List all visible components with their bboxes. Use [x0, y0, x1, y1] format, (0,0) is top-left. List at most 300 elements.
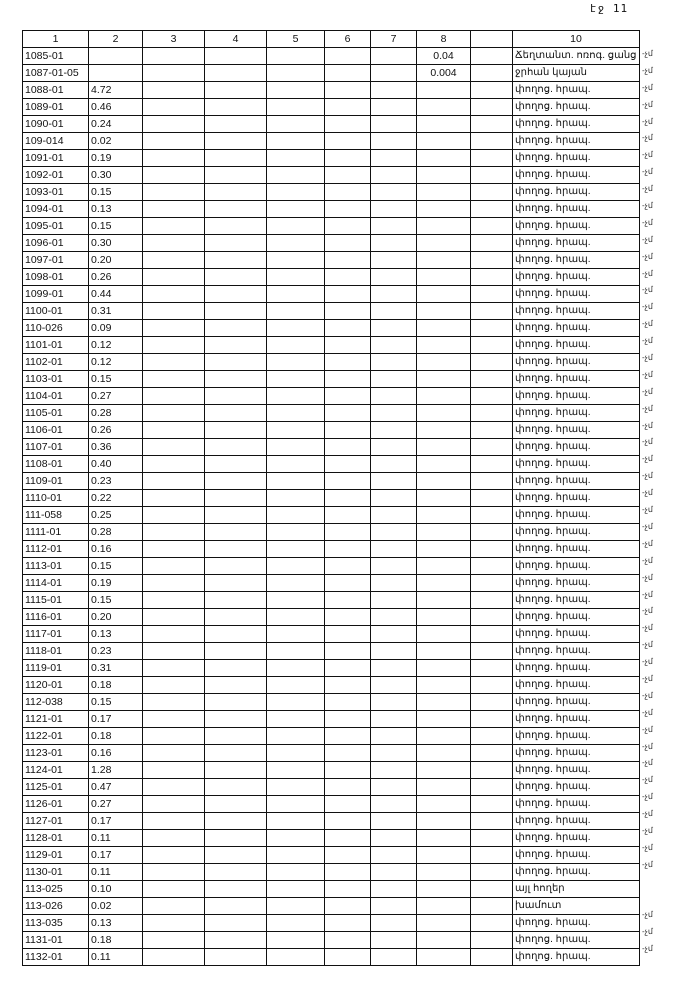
cell-col3: [143, 201, 205, 218]
cell-area: 0.31: [89, 303, 143, 320]
cell-col8: [417, 932, 471, 949]
cell-col6: [325, 796, 371, 813]
cell-area: 0.15: [89, 371, 143, 388]
cell-description: փողոց. հրապ.: [513, 711, 640, 728]
cell-col4: [205, 524, 267, 541]
cell-area: 0.19: [89, 150, 143, 167]
cell-col5: [267, 915, 325, 932]
cell-col6: [325, 252, 371, 269]
cell-parcel-id: 1124-01: [23, 762, 89, 779]
cell-col4: [205, 65, 267, 82]
cell-col4: [205, 711, 267, 728]
cell-col3: [143, 252, 205, 269]
cell-col3: [143, 626, 205, 643]
table-row: [23, 286, 640, 303]
margin-mark: [642, 874, 672, 891]
table-row: [23, 405, 640, 422]
cell-area: 1.28: [89, 762, 143, 779]
cell-col5: [267, 626, 325, 643]
cell-col7: [371, 439, 417, 456]
cell-parcel-id: 1092-01: [23, 167, 89, 184]
table-row: [23, 439, 640, 456]
cell-area: 0.46: [89, 99, 143, 116]
cell-area: 0.13: [89, 626, 143, 643]
cell-col8: [417, 133, 471, 150]
cell-parcel-id: 1098-01: [23, 269, 89, 286]
cell-col4: [205, 643, 267, 660]
cell-col9: [471, 558, 513, 575]
cell-col5: [267, 133, 325, 150]
cell-col4: [205, 847, 267, 864]
cell-col9: [471, 745, 513, 762]
col-header-9: [471, 31, 513, 48]
cell-area: 0.23: [89, 473, 143, 490]
margin-mark: -չմ: [642, 403, 653, 413]
cell-col3: [143, 711, 205, 728]
cell-col7: [371, 830, 417, 847]
cell-col6: [325, 405, 371, 422]
cell-col8: [417, 150, 471, 167]
cell-col3: [143, 133, 205, 150]
cell-col5: [267, 286, 325, 303]
cell-col4: [205, 473, 267, 490]
cell-description: փողոց. հրապ.: [513, 99, 640, 116]
cell-col9: [471, 643, 513, 660]
cell-col4: [205, 116, 267, 133]
cell-col7: [371, 813, 417, 830]
col-header-8: 8: [417, 31, 471, 48]
cell-col3: [143, 150, 205, 167]
cell-description: փողոց. հրապ.: [513, 830, 640, 847]
cell-parcel-id: 1131-01: [23, 932, 89, 949]
cell-parcel-id: 1101-01: [23, 337, 89, 354]
cell-col4: [205, 745, 267, 762]
margin-mark: -չմ: [642, 437, 653, 447]
cell-col4: [205, 218, 267, 235]
cell-description: փողոց. հրապ.: [513, 592, 640, 609]
cell-col3: [143, 575, 205, 592]
margin-mark: -չմ: [642, 285, 653, 295]
cell-area: 4.72: [89, 82, 143, 99]
cell-col9: [471, 762, 513, 779]
margin-mark: -չմ: [642, 859, 653, 869]
cell-col5: [267, 677, 325, 694]
margin-mark: -չմ: [642, 420, 653, 430]
cell-col3: [143, 218, 205, 235]
cell-col6: [325, 133, 371, 150]
cell-col4: [205, 558, 267, 575]
cell-description: փողոց. հրապ.: [513, 694, 640, 711]
cell-col5: [267, 99, 325, 116]
table-row: [23, 949, 640, 966]
cell-col7: [371, 745, 417, 762]
cell-col4: [205, 48, 267, 65]
table-row: [23, 490, 640, 507]
cell-description: Ճեղտանտ. ոռոգ. ցանց: [513, 48, 640, 65]
cell-col4: [205, 235, 267, 252]
cell-col5: [267, 354, 325, 371]
cell-col8: [417, 99, 471, 116]
cell-area: 0.09: [89, 320, 143, 337]
cell-col4: [205, 490, 267, 507]
cell-col3: [143, 762, 205, 779]
cell-area: 0.23: [89, 643, 143, 660]
cell-col5: [267, 728, 325, 745]
cell-description: փողոց. հրապ.: [513, 626, 640, 643]
cell-col5: [267, 218, 325, 235]
cell-parcel-id: 1091-01: [23, 150, 89, 167]
table-row: [23, 252, 640, 269]
cell-col7: [371, 371, 417, 388]
col-header-4: 4: [205, 31, 267, 48]
cell-col9: [471, 167, 513, 184]
cell-col9: [471, 728, 513, 745]
cell-col3: [143, 490, 205, 507]
cell-area: 0.15: [89, 592, 143, 609]
cell-col9: [471, 201, 513, 218]
header-row: [23, 31, 640, 48]
cell-col9: [471, 252, 513, 269]
cell-col8: [417, 252, 471, 269]
cell-col8: [417, 643, 471, 660]
cell-description: փողոց. հրապ.: [513, 439, 640, 456]
cell-col6: [325, 235, 371, 252]
cell-col3: [143, 422, 205, 439]
cell-area: 0.17: [89, 847, 143, 864]
cell-col4: [205, 133, 267, 150]
cell-col6: [325, 762, 371, 779]
margin-mark: -չմ: [642, 606, 653, 616]
cell-parcel-id: 109-014: [23, 133, 89, 150]
margin-mark: -չմ: [642, 775, 653, 785]
margin-mark: -չմ: [642, 82, 653, 92]
cell-area: 0.17: [89, 813, 143, 830]
cell-col7: [371, 99, 417, 116]
cell-col4: [205, 337, 267, 354]
cell-area: 0.18: [89, 677, 143, 694]
margin-mark: -չմ: [642, 555, 653, 565]
cell-parcel-id: 1113-01: [23, 558, 89, 575]
cell-description: փողոց. հրապ.: [513, 184, 640, 201]
cell-col7: [371, 422, 417, 439]
cell-description: ջրհան կայան: [513, 65, 640, 82]
cell-col9: [471, 813, 513, 830]
cell-col3: [143, 320, 205, 337]
cell-col4: [205, 354, 267, 371]
margin-mark: -չմ: [642, 369, 653, 379]
cell-col4: [205, 728, 267, 745]
cell-col9: [471, 677, 513, 694]
cell-col8: [417, 422, 471, 439]
cell-col9: [471, 218, 513, 235]
margin-mark: -չմ: [642, 99, 653, 109]
cell-area: 0.31: [89, 660, 143, 677]
cell-col6: [325, 286, 371, 303]
table-row: [23, 745, 640, 762]
cell-col8: [417, 116, 471, 133]
cell-col9: [471, 796, 513, 813]
cell-description: փողոց. հրապ.: [513, 405, 640, 422]
cell-description: փողոց. հրապ.: [513, 354, 640, 371]
cell-parcel-id: 1126-01: [23, 796, 89, 813]
cell-col3: [143, 473, 205, 490]
cell-area: 0.20: [89, 609, 143, 626]
cell-col9: [471, 99, 513, 116]
cell-parcel-id: 1128-01: [23, 830, 89, 847]
cell-col7: [371, 626, 417, 643]
cell-col3: [143, 65, 205, 82]
margin-mark: -չմ: [642, 623, 653, 633]
cell-col8: [417, 558, 471, 575]
cell-col7: [371, 643, 417, 660]
cell-col8: [417, 439, 471, 456]
cell-col7: [371, 490, 417, 507]
cell-col7: [371, 269, 417, 286]
cell-col5: [267, 541, 325, 558]
table-row: [23, 898, 640, 915]
cell-col9: [471, 269, 513, 286]
cell-col4: [205, 881, 267, 898]
cell-col7: [371, 677, 417, 694]
cell-col7: [371, 82, 417, 99]
cell-col5: [267, 592, 325, 609]
cell-col6: [325, 541, 371, 558]
margin-mark: -չմ: [642, 538, 653, 548]
cell-col8: [417, 813, 471, 830]
cell-description: փողոց. հրապ.: [513, 813, 640, 830]
cell-description: փողոց. հրապ.: [513, 201, 640, 218]
cell-col8: [417, 660, 471, 677]
cell-col3: [143, 303, 205, 320]
margin-mark: -չմ: [642, 319, 653, 329]
margin-mark: -չմ: [642, 505, 653, 515]
cell-description: փողոց. հրապ.: [513, 915, 640, 932]
cell-col7: [371, 65, 417, 82]
cell-parcel-id: 1115-01: [23, 592, 89, 609]
cell-col4: [205, 167, 267, 184]
cell-parcel-id: 112-038: [23, 694, 89, 711]
cell-col5: [267, 150, 325, 167]
cell-col8: [417, 626, 471, 643]
cell-description: փողոց. հրապ.: [513, 779, 640, 796]
cell-col4: [205, 864, 267, 881]
cell-col8: [417, 881, 471, 898]
cell-col7: [371, 915, 417, 932]
table-row: [23, 915, 640, 932]
margin-mark: -չմ: [642, 49, 653, 58]
cell-col6: [325, 388, 371, 405]
cell-col5: [267, 796, 325, 813]
cell-area: 0.12: [89, 354, 143, 371]
cell-col3: [143, 881, 205, 898]
cell-col4: [205, 779, 267, 796]
cell-col5: [267, 932, 325, 949]
table-row: [23, 643, 640, 660]
cell-col8: [417, 286, 471, 303]
cell-col9: [471, 711, 513, 728]
cell-col6: [325, 167, 371, 184]
cell-col8: [417, 796, 471, 813]
cell-col7: [371, 881, 417, 898]
cell-col4: [205, 575, 267, 592]
cell-area: [89, 65, 143, 82]
cell-description: փողոց. հրապ.: [513, 762, 640, 779]
cell-col9: [471, 575, 513, 592]
cell-col9: [471, 592, 513, 609]
cell-col3: [143, 48, 205, 65]
margin-mark: -չմ: [642, 217, 653, 227]
col-header-1: 1: [23, 31, 89, 48]
margin-mark: -չմ: [642, 268, 653, 278]
margin-mark: -չմ: [642, 184, 653, 194]
cell-col5: [267, 643, 325, 660]
margin-mark: -չմ: [642, 944, 653, 954]
cell-col3: [143, 932, 205, 949]
cell-col7: [371, 592, 417, 609]
margin-mark: -չմ: [642, 792, 653, 802]
cell-col6: [325, 643, 371, 660]
table-row: [23, 694, 640, 711]
cell-parcel-id: 1103-01: [23, 371, 89, 388]
cell-col3: [143, 116, 205, 133]
cell-col7: [371, 286, 417, 303]
cell-col4: [205, 99, 267, 116]
cell-col5: [267, 473, 325, 490]
cell-col6: [325, 677, 371, 694]
cell-col8: [417, 745, 471, 762]
cell-description: փողոց. հրապ.: [513, 388, 640, 405]
cell-description: փողոց. հրապ.: [513, 422, 640, 439]
cell-col6: [325, 116, 371, 133]
table-row: [23, 626, 640, 643]
cell-col7: [371, 473, 417, 490]
cell-parcel-id: 1111-01: [23, 524, 89, 541]
cell-col7: [371, 694, 417, 711]
land-register-table: [22, 30, 640, 966]
table-row: [23, 711, 640, 728]
cell-col6: [325, 201, 371, 218]
cell-col5: [267, 575, 325, 592]
cell-area: [89, 48, 143, 65]
margin-mark: -չմ: [642, 809, 653, 819]
cell-col9: [471, 779, 513, 796]
cell-col5: [267, 830, 325, 847]
cell-col6: [325, 150, 371, 167]
cell-col7: [371, 711, 417, 728]
cell-description: խամուտ: [513, 898, 640, 915]
cell-col8: [417, 82, 471, 99]
cell-parcel-id: 1119-01: [23, 660, 89, 677]
cell-col6: [325, 609, 371, 626]
cell-col9: [471, 524, 513, 541]
cell-col5: [267, 439, 325, 456]
cell-col3: [143, 677, 205, 694]
cell-col7: [371, 949, 417, 966]
cell-parcel-id: 1117-01: [23, 626, 89, 643]
cell-col3: [143, 847, 205, 864]
cell-area: 0.36: [89, 439, 143, 456]
cell-col5: [267, 490, 325, 507]
cell-parcel-id: 1116-01: [23, 609, 89, 626]
cell-col9: [471, 303, 513, 320]
cell-col5: [267, 82, 325, 99]
cell-col8: [417, 218, 471, 235]
col-header-5: 5: [267, 31, 325, 48]
cell-description: փողոց. հրապ.: [513, 864, 640, 881]
cell-col4: [205, 439, 267, 456]
cell-col3: [143, 728, 205, 745]
table-row: [23, 796, 640, 813]
cell-col8: [417, 354, 471, 371]
cell-col8: [417, 405, 471, 422]
cell-col6: [325, 694, 371, 711]
cell-description: փողոց. հրապ.: [513, 167, 640, 184]
cell-col8: [417, 711, 471, 728]
cell-col8: [417, 779, 471, 796]
margin-mark: -չմ: [642, 488, 653, 498]
cell-parcel-id: 113-025: [23, 881, 89, 898]
cell-description: փողոց. հրապ.: [513, 796, 640, 813]
cell-area: 0.10: [89, 881, 143, 898]
cell-col7: [371, 218, 417, 235]
table-row: [23, 167, 640, 184]
cell-col7: [371, 779, 417, 796]
cell-area: 0.13: [89, 201, 143, 218]
cell-col6: [325, 626, 371, 643]
cell-parcel-id: 1110-01: [23, 490, 89, 507]
table-row: [23, 303, 640, 320]
cell-parcel-id: 1120-01: [23, 677, 89, 694]
table-row: [23, 184, 640, 201]
cell-area: 0.18: [89, 932, 143, 949]
page-number: էջ 11: [590, 2, 629, 15]
cell-col9: [471, 609, 513, 626]
cell-area: 0.17: [89, 711, 143, 728]
cell-area: 0.40: [89, 456, 143, 473]
cell-col9: [471, 490, 513, 507]
cell-col8: [417, 371, 471, 388]
cell-parcel-id: 1118-01: [23, 643, 89, 660]
cell-description: փողոց. հրապ.: [513, 490, 640, 507]
cell-description: փողոց. հրապ.: [513, 524, 640, 541]
cell-col7: [371, 524, 417, 541]
cell-col7: [371, 898, 417, 915]
table-row: [23, 881, 640, 898]
cell-area: 0.16: [89, 541, 143, 558]
cell-area: 0.15: [89, 558, 143, 575]
col-header-10: 10: [513, 31, 640, 48]
cell-col8: [417, 762, 471, 779]
cell-col8: 0.04: [417, 48, 471, 65]
cell-col7: [371, 796, 417, 813]
cell-col7: [371, 235, 417, 252]
cell-col8: [417, 728, 471, 745]
cell-description: փողոց. հրապ.: [513, 932, 640, 949]
cell-col9: [471, 405, 513, 422]
cell-col6: [325, 422, 371, 439]
cell-col5: [267, 337, 325, 354]
cell-col3: [143, 558, 205, 575]
table-row: [23, 677, 640, 694]
margin-mark: -չմ: [642, 150, 653, 160]
cell-col3: [143, 813, 205, 830]
margin-mark: -չմ: [642, 251, 653, 261]
table-row: [23, 660, 640, 677]
cell-col6: [325, 779, 371, 796]
cell-col9: [471, 507, 513, 524]
cell-description: փողոց. հրապ.: [513, 949, 640, 966]
margin-mark: -չմ: [642, 724, 653, 734]
